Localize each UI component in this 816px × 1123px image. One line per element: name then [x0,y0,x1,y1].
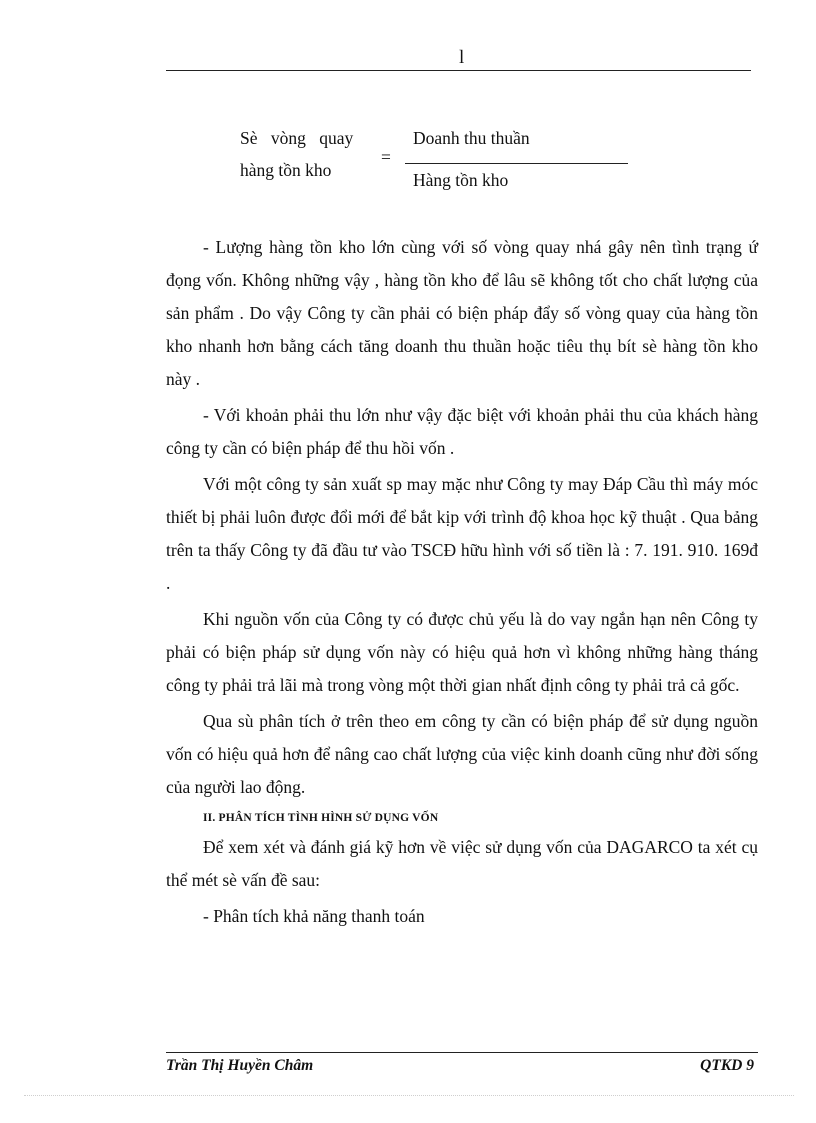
page-edge [24,1095,794,1096]
body-text [166,231,758,936]
paragraph-conclusion: Qua sù phân tích ở trên theo em công ty cần có biện pháp để sử dụng nguồn vốn có hiệu quả hơn để nâng cao chất lượng của việc kinh doanh cũng như đời sống của người lao động. [166,711,758,797]
formula-block [0,0,816,200]
formula-equals: = [381,147,391,167]
page-number: l [459,47,465,68]
paragraph-inventory: - Lượng hàng tồn kho lớn cùng với số vòng quay nhá gây nên tình trạng ứ đọng vốn. Không những vậy , hàng tồn kho để lâu sẽ không tốt cho chất lượng của sản phẩm . Do vậy Công ty cần phải có biện pháp đẩy số vòng quay của hàng tồn kho nhanh hơn bằng cách tăng doanh thu thuần hoặc tiêu thụ bít sè hàng tồn kho này . [166,237,758,389]
paragraph-intro: Để xem xét và đánh giá kỹ hơn về việc sử dụng vốn của DAGARCO ta xét cụ thể mét sè vấn đề sau: [166,837,758,890]
formula-numerator: Doanh thu thuần [413,128,530,148]
section-heading: II. PHÂN TÍCH TÌNH HÌNH SỬ DỤNG VỐN [203,812,439,824]
paragraph-receivables: - Với khoản phải thu lớn như vậy đặc biệt với khoản phải thu của khách hàng công ty cần có biện pháp để thu hồi vốn . [166,405,758,458]
formula-fraction-bar [405,163,628,164]
formula-denominator: Hàng tồn kho [413,170,509,190]
footer-class-page: QTKD 9 [700,1057,754,1074]
formula-left-line2: hàng tồn kho [240,160,332,180]
footer-rule [166,1052,758,1053]
formula-left-line1: Sè vòng quay [240,128,354,148]
footer-author: Trần Thị Huyền Châm [166,1057,314,1074]
paragraph-capital-source: Khi nguồn vốn của Công ty có được chủ yếu là do vay ngắn hạn nên Công ty phải có biện pháp sử dụng vốn này có hiệu quả hơn vì không những hàng tháng công ty phải trả lãi mà trong vòng một thời gian nhất định công ty phải trả cả gốc. [166,609,758,695]
paragraph-fixed-assets: Với một công ty sản xuất sp may mặc như Công ty may Đáp Cầu thì máy móc thiết bị phải luôn được đổi mới để bắt kịp với trình độ khoa học kỹ thuật . Qua bảng trên ta thấy Công ty đã đầu tư vào TSCĐ hữu hình với số tiền là : 7. 191. 910. 169đ . [166,474,758,593]
paragraph-list-item: - Phân tích khả năng thanh toán [203,906,425,926]
